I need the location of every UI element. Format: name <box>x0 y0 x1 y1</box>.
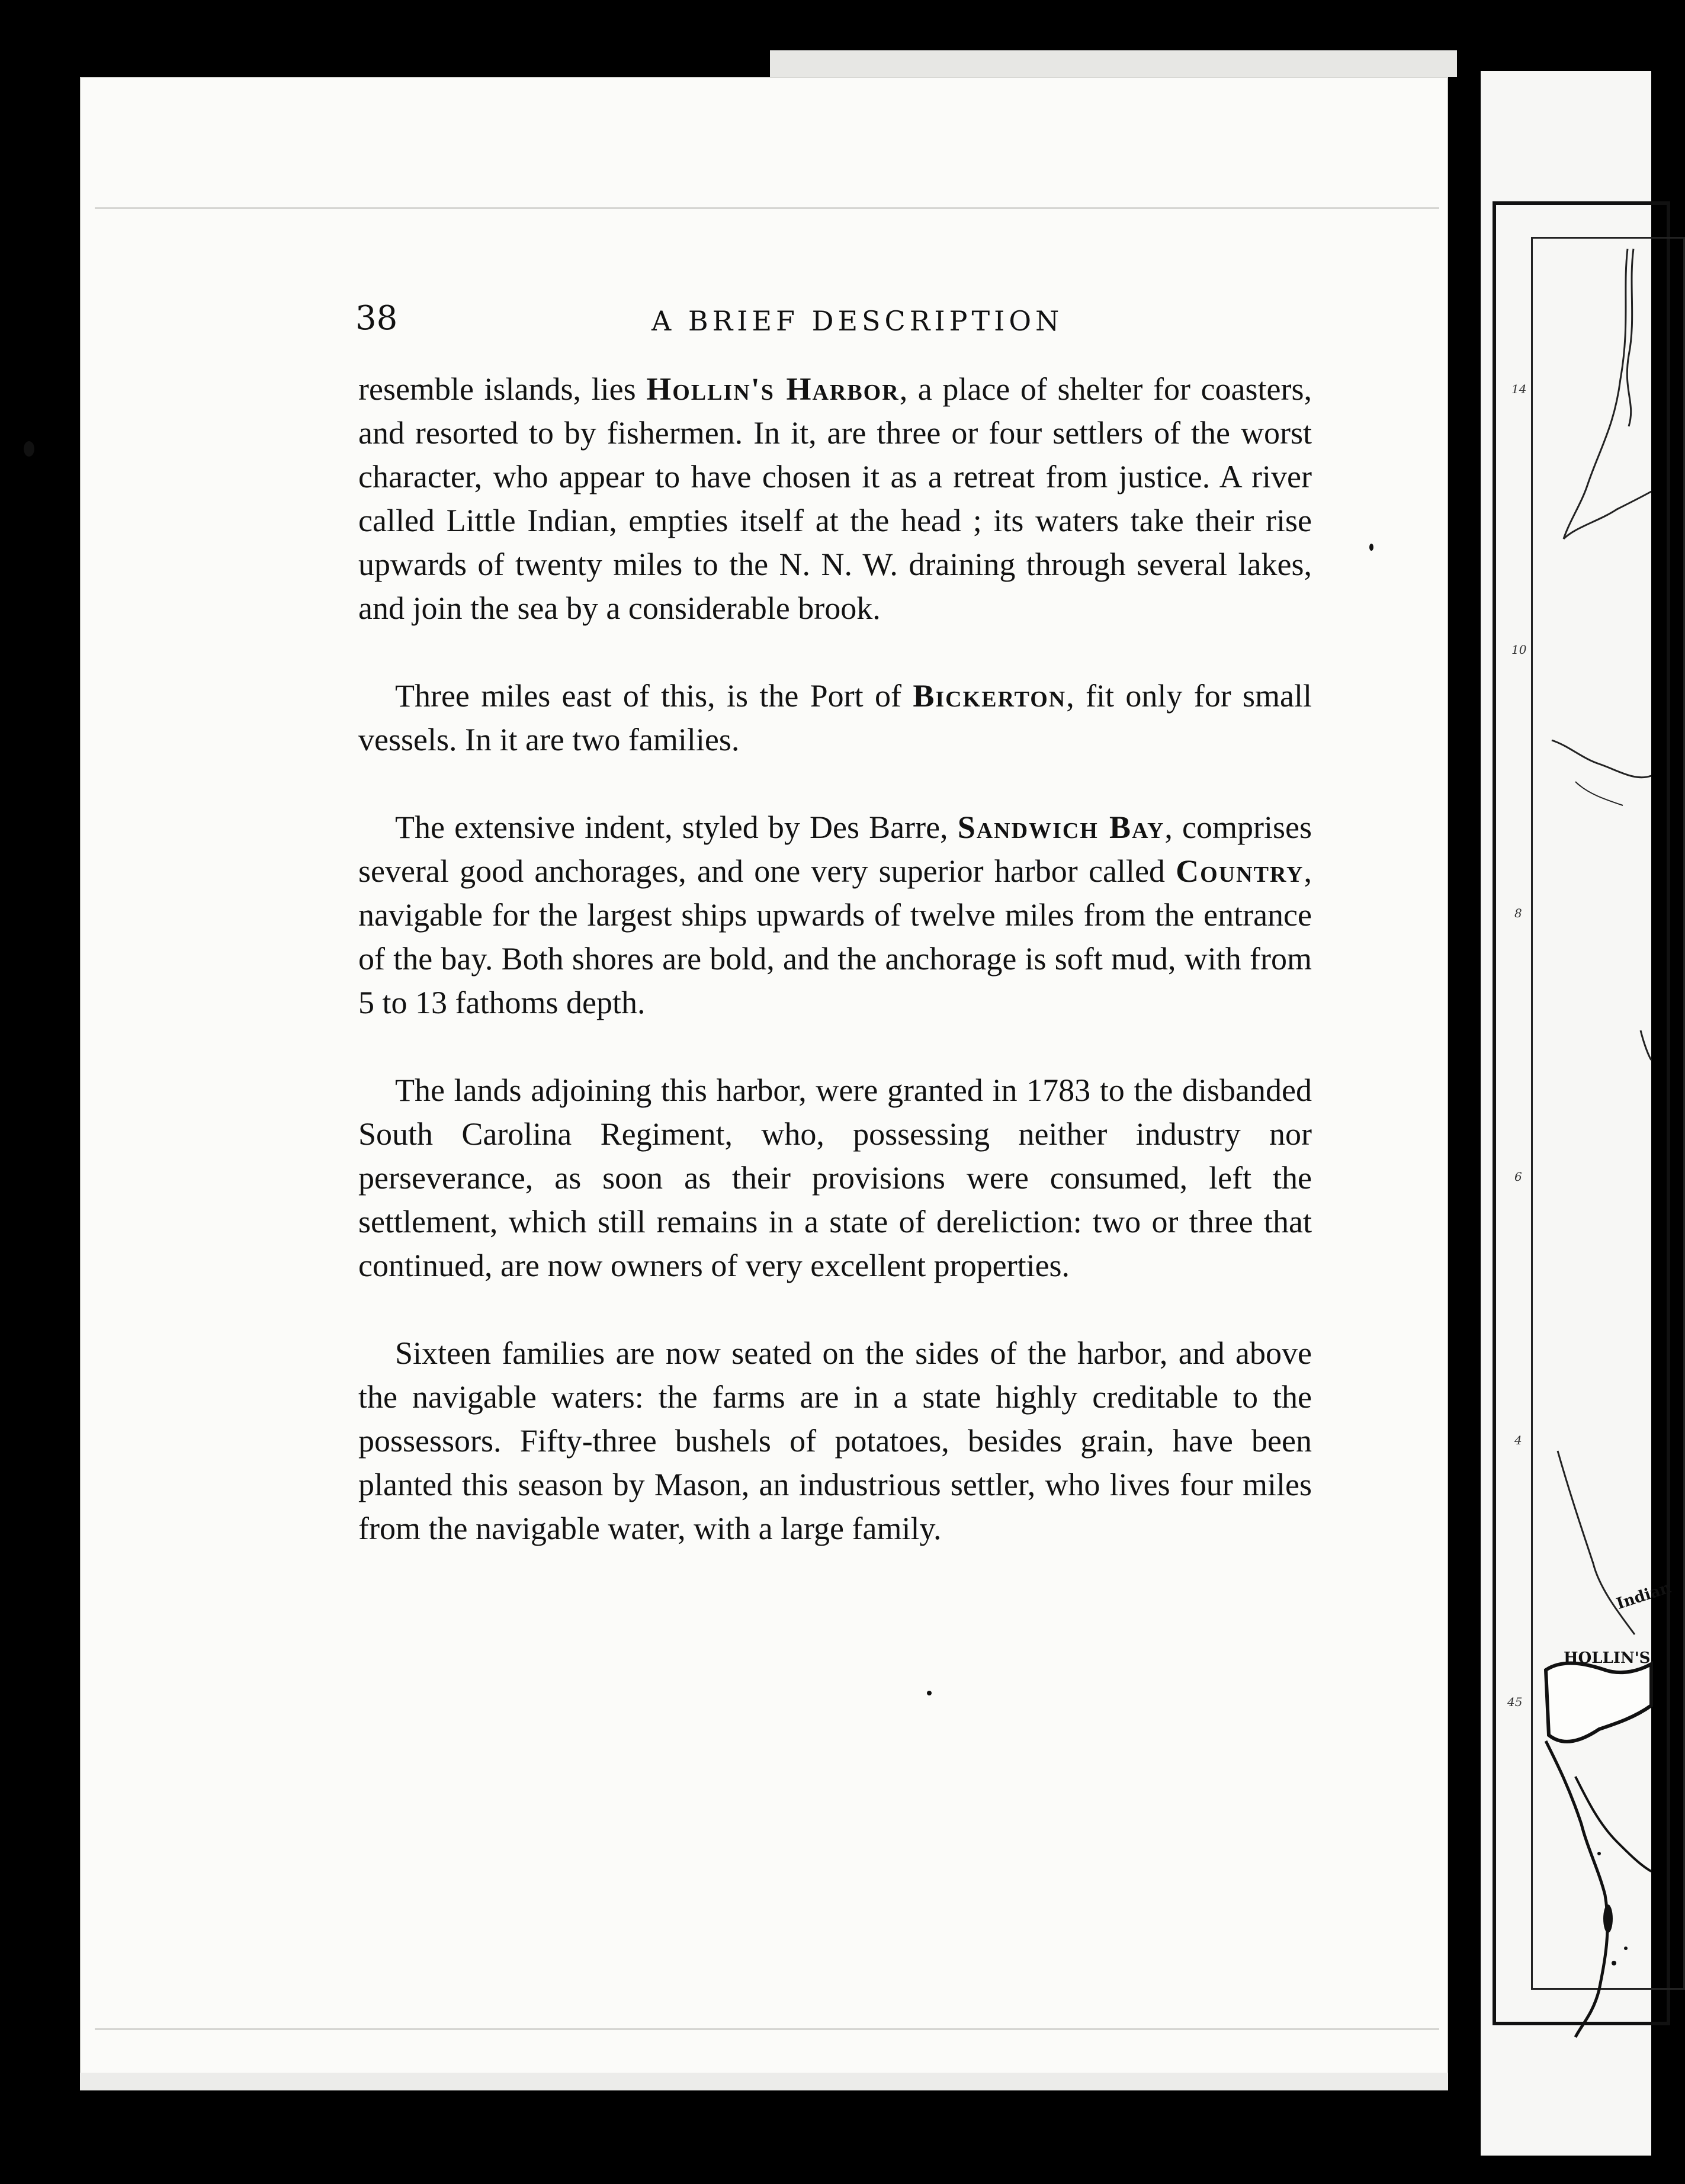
text-run: Sixteen families are now seated on the sides of the harbor, and above the navigable waters: the farms are in a state highly creditable to the possessors. Fifty-three bushels of potatoes, besides grain, have been planted this season by Mason, an industrious settler, who lives four miles from the navigable water, with a large family. <box>358 1335 1312 1546</box>
scan-speck <box>24 441 34 457</box>
paragraph-hollins-harbor <box>358 367 1312 630</box>
running-title: A BRIEF DESCRIPTION <box>651 305 1064 337</box>
scan-speck <box>1369 544 1373 551</box>
page-bottom-edge <box>80 2073 1448 2090</box>
text-run: The lands adjoining this harbor, were granted in 1783 to the disbanded South Carolina Regiment, who, possessing neither industry nor perseverance, as soon as their provisions were consumed, left the settlement, which still remains in a state of dereliction: two or three that continued, are now owners of very excellent properties. <box>358 1072 1312 1283</box>
text-run: resemble islands, lies <box>358 371 647 407</box>
map-fragment <box>1481 71 1651 2156</box>
paragraph-bickerton <box>358 674 1312 762</box>
text-run: , comprises several good anchorages, and one very superior harbor called <box>358 810 1312 889</box>
map-latitude-tick: 4 <box>1514 1433 1522 1447</box>
map-latitude-tick: 14 <box>1511 382 1527 396</box>
place-name-sandwich-bay: Sandwich Bay <box>957 810 1165 845</box>
body-text <box>358 367 1312 1550</box>
paragraph-sandwich-bay <box>358 805 1312 1024</box>
map-label-hollins: HOLLIN'S <box>1564 1649 1651 1667</box>
page-number: 38 <box>355 299 398 338</box>
text-run: , a place of shelter for coasters, and resorted to by fishermen. In it, are three or four settlers of the worst character, who appear to have chosen it as a retreat from justice. A river called Little Indian, empties itself at the head ; its waters take their rise upwards of twenty miles to the N. N. W. draining through several lakes, and join the sea by a considerable brook. <box>358 371 1312 626</box>
place-name-country: Country <box>1176 853 1304 889</box>
paragraph-sixteen-families <box>358 1331 1312 1550</box>
map-label-indian: Indian <box>1614 1579 1674 1613</box>
place-name-hollins-harbor: Hollin's Harbor <box>646 371 900 407</box>
scan-speck <box>927 1691 932 1695</box>
text-run: , navigable for the largest ships upwards of twelve miles from the entrance of the bay. Both shores are bold, and the anchorage is soft mud, with from 5 to 13 fathoms depth. <box>358 853 1312 1020</box>
text-run: The extensive indent, styled by Des Barre, <box>395 810 958 845</box>
map-latitude-tick: 6 <box>1514 1170 1522 1184</box>
map-latitude-tick: 8 <box>1514 906 1522 920</box>
map-latitude-tick: 45 <box>1507 1695 1523 1709</box>
bleed-through-rule-top <box>95 207 1439 209</box>
paragraph-lands-granted <box>358 1068 1312 1287</box>
map-latitude-tick: 10 <box>1511 643 1527 657</box>
bleed-through-rule-bottom <box>95 2028 1439 2030</box>
text-run: , fit only for small vessels. In it are two families. <box>358 678 1312 757</box>
page-top-edge <box>770 50 1457 77</box>
text-run: Three miles east of this, is the Port of <box>395 678 913 714</box>
place-name-bickerton: Bickerton <box>913 678 1067 714</box>
